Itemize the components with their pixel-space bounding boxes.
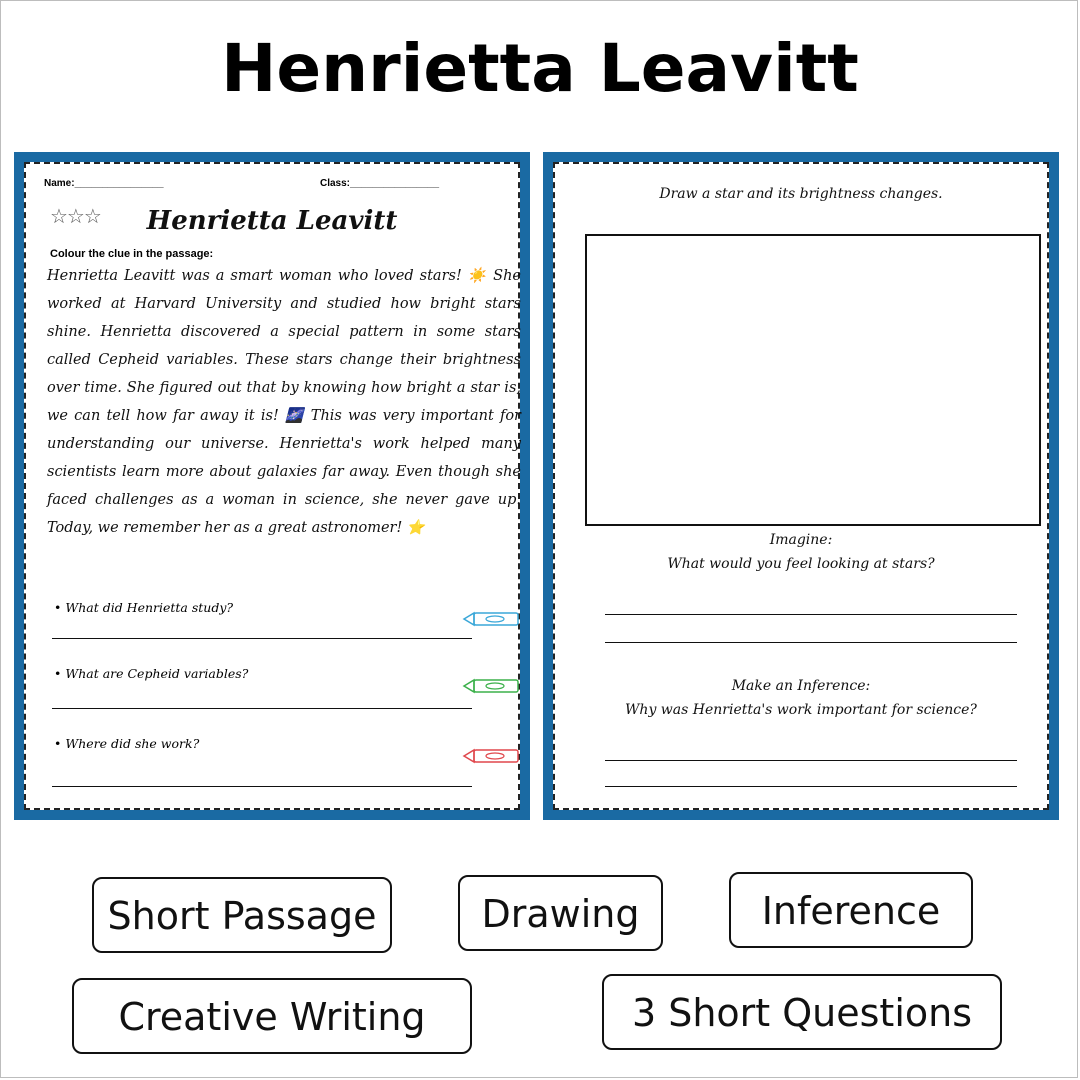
answer-line-1[interactable] xyxy=(52,638,472,639)
writing-line-1[interactable] xyxy=(605,614,1017,615)
green-crayon-icon xyxy=(462,677,522,695)
imagine-label: Imagine: xyxy=(769,532,833,548)
writing-line-2[interactable] xyxy=(605,642,1017,643)
answer-line-2[interactable] xyxy=(52,708,472,709)
draw-prompt: Draw a star and its brightness changes. xyxy=(659,186,943,202)
blue-crayon-icon xyxy=(462,610,522,628)
worksheet-title: Henrietta Leavitt xyxy=(146,206,398,236)
question-3: • Where did she work? xyxy=(54,736,200,751)
instruction-text: Colour the clue in the passage: xyxy=(50,248,214,260)
rating-stars-icon: ☆☆☆ xyxy=(50,206,101,228)
writing-line-3[interactable] xyxy=(605,760,1017,761)
imagine-question: What would you feel looking at stars? xyxy=(667,556,935,572)
writing-line-4[interactable] xyxy=(605,786,1017,787)
worksheet-page-activity xyxy=(543,152,1059,820)
question-1: • What did Henrietta study? xyxy=(54,600,234,615)
tag-inference: Inference xyxy=(729,872,973,948)
tag-creative-writing: Creative Writing xyxy=(72,978,472,1054)
tag-short-passage: Short Passage xyxy=(92,877,392,953)
inference-question: Why was Henrietta's work important for science? xyxy=(625,702,977,718)
inference-label: Make an Inference: xyxy=(731,678,871,694)
answer-line-3[interactable] xyxy=(52,786,472,787)
drawing-box[interactable] xyxy=(585,234,1041,526)
tag-drawing: Drawing xyxy=(458,875,663,951)
name-field-label: Name:________________ xyxy=(44,178,164,189)
page-title: Henrietta Leavitt xyxy=(221,30,859,107)
tag-3-short-questions: 3 Short Questions xyxy=(602,974,1002,1050)
reading-passage: Henrietta Leavitt was a smart woman who loved stars! ☀️ She worked at Harvard University and studied how bright stars shine. Henrietta discovered a special pattern in some stars called Cepheid variables. These stars change their brightness over time. She figured out that by knowing how bright a star is, we can tell how far away it is! 🌌 This was very important for understanding our universe. Henrietta's work helped many scientists learn more about galaxies far away. Even though she faced challenges as a woman in science, she never gave up. Today, we remember her as a great astronomer! ⭐ xyxy=(47,268,521,536)
class-field-label: Class:________________ xyxy=(320,178,439,189)
red-crayon-icon xyxy=(462,747,522,765)
question-2: • What are Cepheid variables? xyxy=(54,666,249,681)
worksheet-page-passage xyxy=(14,152,530,820)
